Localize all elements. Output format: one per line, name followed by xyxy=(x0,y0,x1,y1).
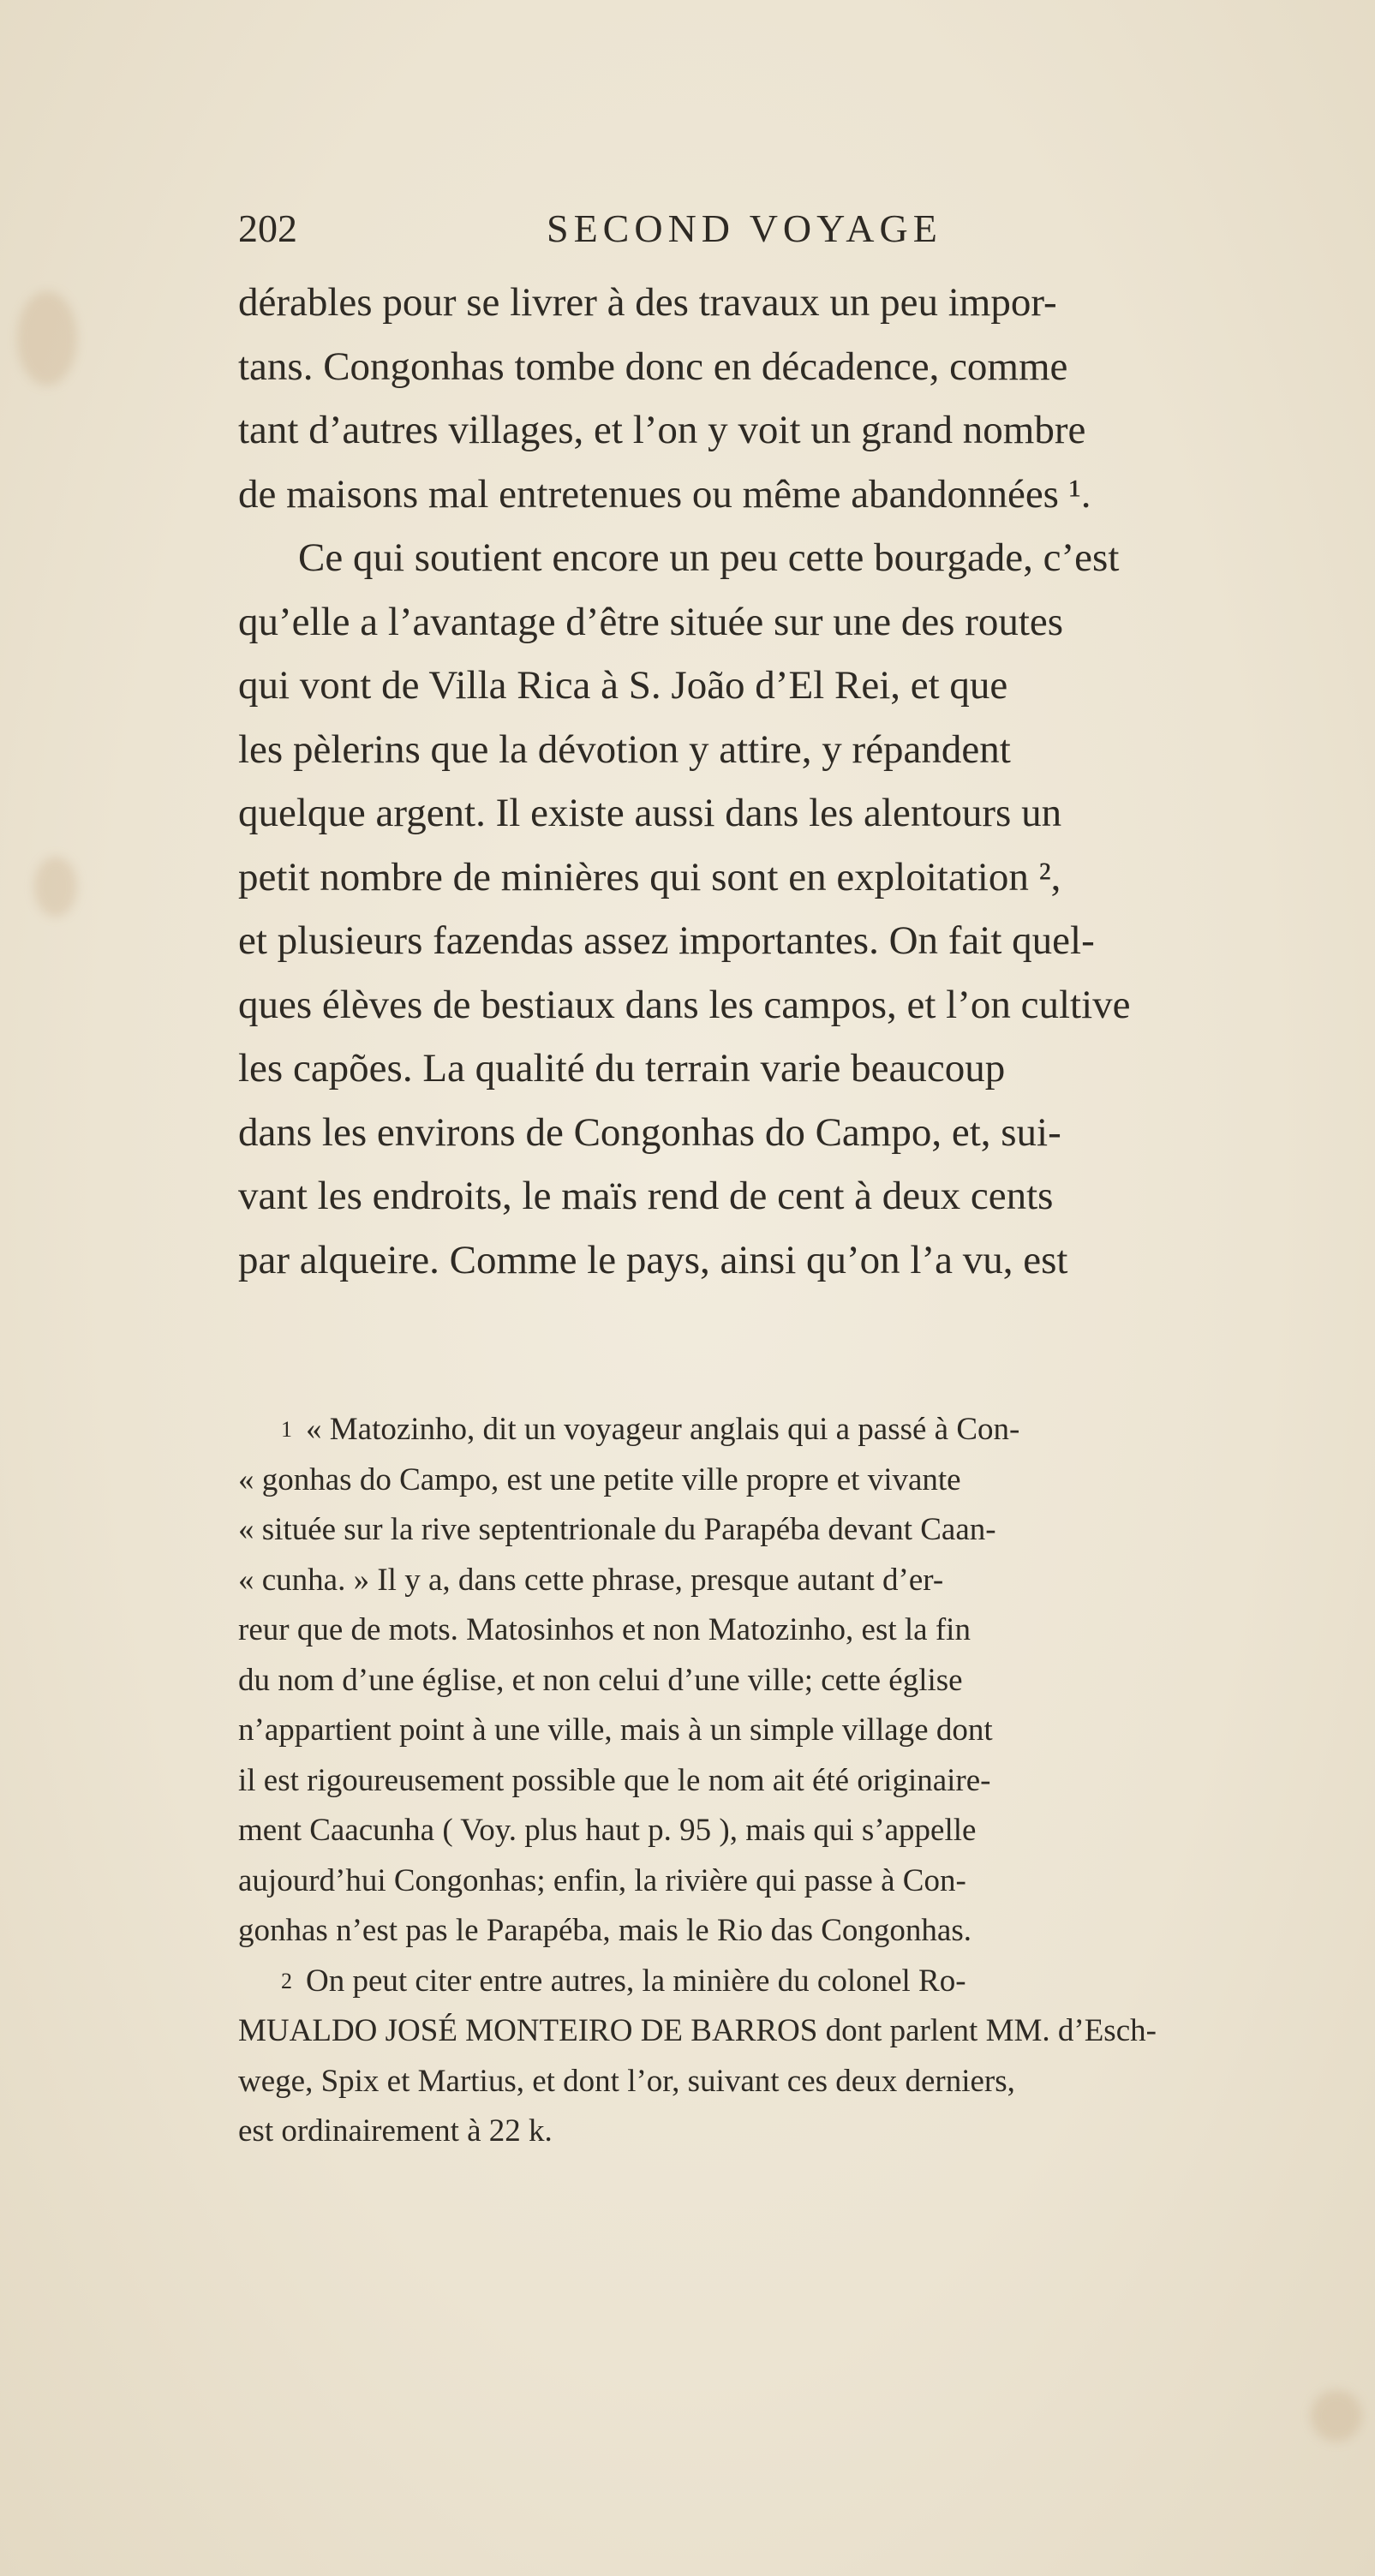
text-line: Ce qui soutient encore un peu cette bourgade, c’est xyxy=(298,535,1120,580)
footnote-text: « Matozinho, dit un voyageur anglais qui a passé à Con- xyxy=(306,1412,1020,1447)
text-line: tant d’autres villages, et l’on y voit un grand nombre xyxy=(238,408,1086,452)
footnote-line: aujourd’hui Congonhas; enfin, la rivière qui passe à Con- xyxy=(238,1862,966,1898)
text-line: quelque argent. Il existe aussi dans les alentours un xyxy=(238,791,1062,835)
footnote-line: il est rigoureusement possible que le nom ait été originaire- xyxy=(238,1762,991,1798)
text-line: de maisons mal entretenues ou même abandonnées ¹. xyxy=(238,471,1091,517)
footnote-line xyxy=(238,1957,1352,2007)
footnote-marker: 2 xyxy=(281,1968,292,1993)
text-line: qu’elle a l’avantage d’être située sur une des routes xyxy=(238,599,1064,644)
main-text xyxy=(238,271,1352,1292)
footnote-text: On peut citer entre autres, la minière du colonel Ro- xyxy=(306,1963,966,1999)
footnote-line: wege, Spix et Martius, et dont l’or, suivant ces deux derniers, xyxy=(238,2063,1015,2099)
text-line: ques élèves de bestiaux dans les campos, et l’on cultive xyxy=(238,982,1131,1027)
running-title: SECOND VOYAGE xyxy=(547,206,942,250)
text-line: et plusieurs fazendas assez importantes. On fait quel- xyxy=(238,918,1095,963)
footnote-line: ment Caacunha ( Voy. plus haut p. 95 ), mais qui s’appelle xyxy=(238,1813,977,1848)
paper-stain xyxy=(1311,2390,1362,2442)
footnote-line: n’appartient point à une ville, mais à un simple village dont xyxy=(238,1712,993,1748)
footnote-line: gonhas n’est pas le Parapéba, mais le Rio das Congonhas. xyxy=(238,1913,971,1948)
page-number: 202 xyxy=(238,206,297,250)
footnote-line: « cunha. » Il y a, dans cette phrase, presque autant d’er- xyxy=(238,1562,944,1598)
paper-stain xyxy=(34,857,77,917)
text-line: tans. Congonhas tombe donc en décadence, comme xyxy=(238,344,1068,389)
text-line: dérables pour se livrer à des travaux un peu impor- xyxy=(238,280,1057,325)
text-line: dans les environs de Congonhas do Campo, et, sui- xyxy=(238,1109,1061,1155)
footnote-line: du nom d’une église, et non celui d’une ville; cette église xyxy=(238,1662,963,1698)
footnote-line: MUALDO JOSÉ MONTEIRO DE BARROS dont parlent MM. d’Esch- xyxy=(238,2013,1157,2048)
text-line: les capões. La qualité du terrain varie beaucoup xyxy=(238,1046,1006,1091)
footnote-line: reur que de mots. Matosinhos et non Matozinho, est la fin xyxy=(238,1612,971,1647)
footnote-marker: 1 xyxy=(281,1417,292,1442)
paper-stain xyxy=(17,291,77,386)
page-header xyxy=(238,199,1061,259)
text-line: les pèlerins que la dévotion y attire, y répandent xyxy=(238,726,1011,772)
footnote-line: « située sur la rive septentrionale du Parapéba devant Caan- xyxy=(238,1512,996,1547)
text-line: petit nombre de minières qui sont en exploitation ², xyxy=(238,854,1061,900)
footnote-line xyxy=(238,1405,1352,1455)
text-line: vant les endroits, le maïs rend de cent à deux cents xyxy=(238,1174,1054,1218)
footnote-line: « gonhas do Campo, est une petite ville propre et vivante xyxy=(238,1461,961,1497)
footnote-line: est ordinairement à 22 k. xyxy=(238,2113,553,2149)
text-line: par alqueire. Comme le pays, ainsi qu’on l’a vu, est xyxy=(238,1237,1068,1282)
text-line: qui vont de Villa Rica à S. João d’El Rei, et que xyxy=(238,663,1008,708)
footnotes xyxy=(238,1405,1352,2157)
